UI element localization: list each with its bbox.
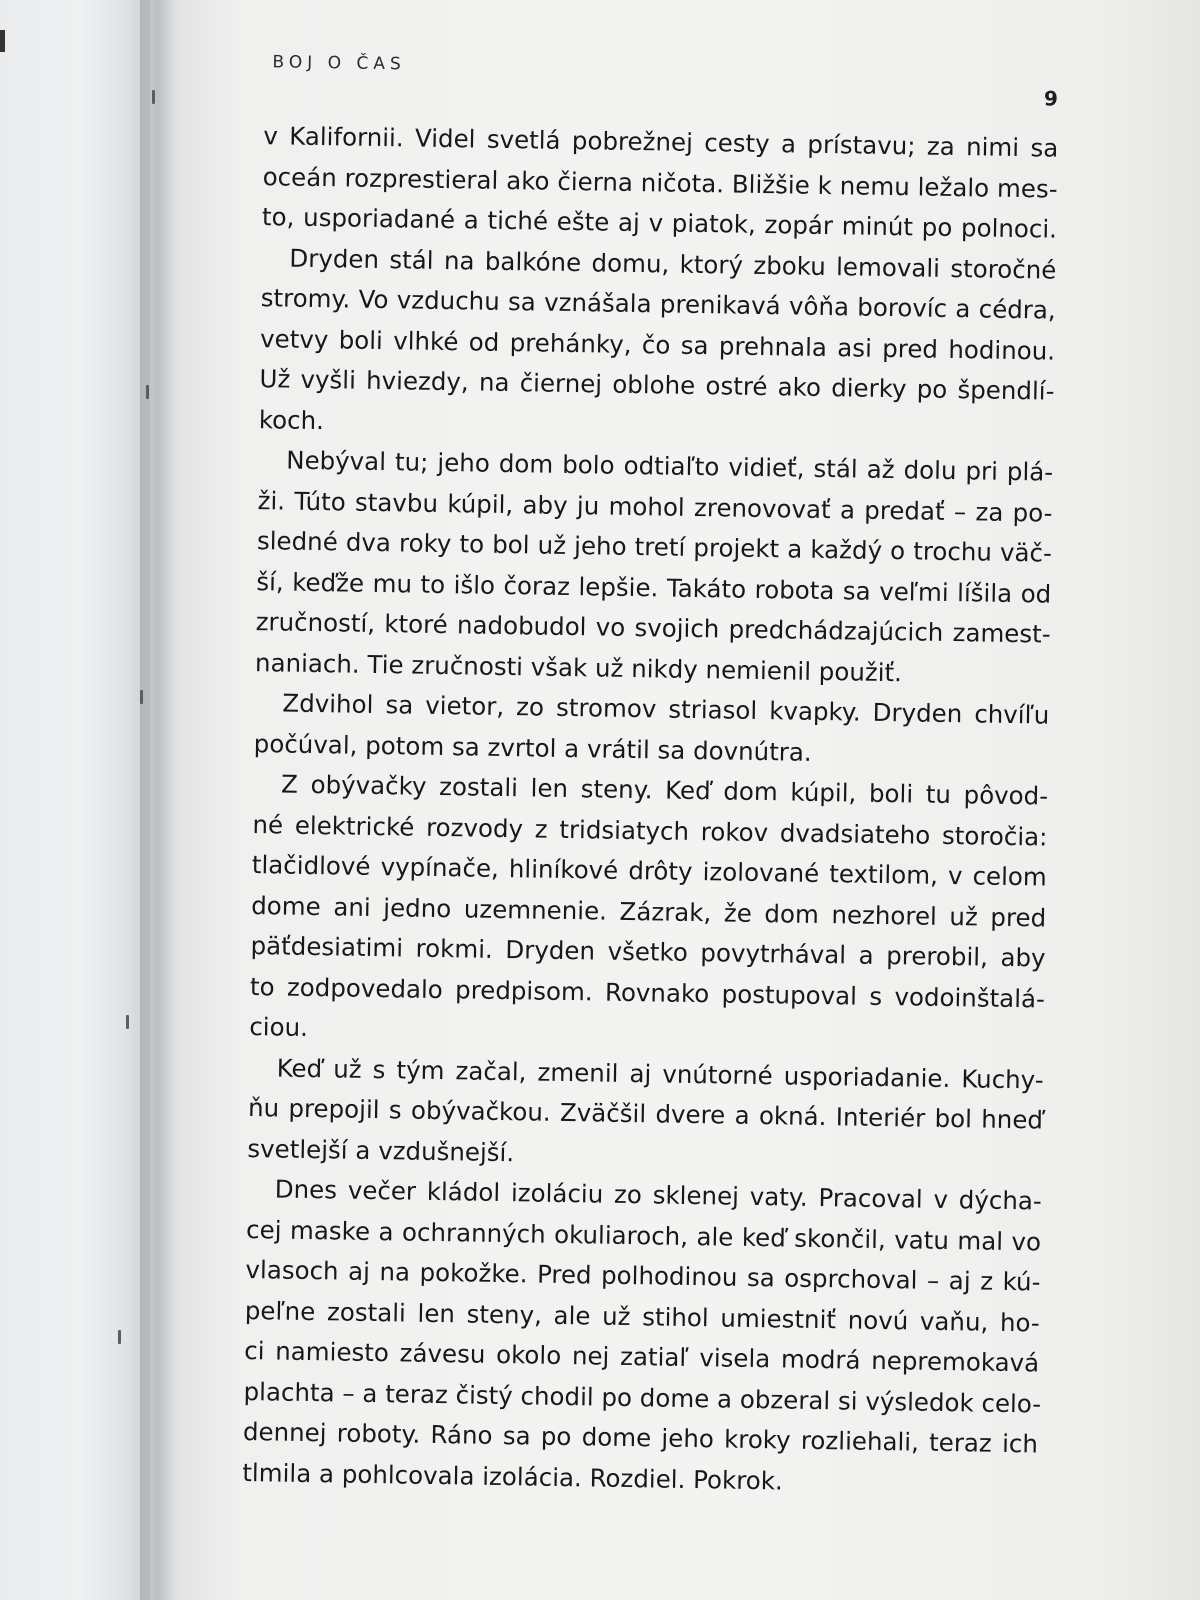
text-line: ciou. <box>249 1012 309 1042</box>
text-line: Zdvihol sa vietor, zo stromov striasol kvapky. Dryden chvíľu <box>282 688 1050 730</box>
text-line: svetlejší a vzdušnejší. <box>247 1133 515 1167</box>
text-line: oceán rozprestieral ako čierna ničota. Bližšie k nemu ležalo mes- <box>262 161 1058 204</box>
text-line: dome ani jedno uzemnenie. Zázrak, že dom nezhorel už pred <box>251 890 1047 933</box>
text-line: vlasoch aj na pokožke. Pred polhodinou sa osprchoval – aj z kú- <box>245 1255 1041 1297</box>
text-line: v Kalifornii. Videl svetlá pobrežnej cesty a prístavu; za nimi sa <box>263 121 1059 163</box>
text-line: tlmila a pohlcovala izolácia. Rozdiel. Pokrok. <box>242 1457 783 1495</box>
text-line: cej maske a ochranných okuliaroch, ale keď skončil, vatu mal vo <box>245 1214 1042 1256</box>
book-page <box>230 30 1114 1600</box>
text-line: Nebýval tu; jeho dom bolo odtiaľto vidieť, stál až dolu pri plá- <box>286 445 1054 487</box>
text-line: to zodpovedalo predpisom. Rovnako postupoval s vodoinštalá- <box>249 971 1046 1014</box>
text-line: ži. Túto stavbu kúpil, aby ju mohol zrenovovať a predať – za po- <box>257 485 1053 528</box>
text-line: naniach. Tie zručnosti však už nikdy nemienil použiť. <box>254 647 903 687</box>
text-line: zručností, ktoré nadobudol vo svojich predchádzajúcich zamest- <box>255 607 1051 649</box>
binding-stitch <box>118 1330 121 1344</box>
text-line: Z obývačky zostali len steny. Keď dom kúpil, boli tu pôvod- <box>280 769 1049 811</box>
text-line: tlačidlové vypínače, hliníkové drôty izolované textilom, v celom <box>251 850 1048 892</box>
text-line: koch. <box>258 404 325 435</box>
text-line: peľne zostali len steny, ale už stihol umiestniť novú vaňu, ho- <box>244 1295 1041 1337</box>
text-line: dennej roboty. Ráno sa po dome jeho kroky rozliehali, teraz ich <box>242 1416 1039 1459</box>
text-line: vetvy boli vlhké od prehánky, čo sa prehnala asi pred hodinou. <box>259 323 1056 366</box>
text-line: ňu prepojil s obývačkou. Zväčšil dvere a okná. Interiér bol hneď <box>247 1093 1044 1135</box>
left-page-edge <box>0 0 150 1600</box>
text-line: plachta – a teraz čistý chodil po dome a obzeral si výsledok celo- <box>243 1376 1042 1419</box>
binding-stitch <box>126 1015 129 1029</box>
text-line: stromy. Vo vzduchu sa vznášala prenikavá vôňa borovíc a cédra, <box>260 283 1056 325</box>
book-spine-shadow <box>140 0 180 1600</box>
binding-stitch <box>140 690 143 704</box>
running-head: BOJ O ČAS <box>272 52 406 75</box>
text-line: né elektrické rozvody z tridsiatych rokov dvadsiateho storočia: <box>252 809 1048 852</box>
text-line: Dryden stál na balkóne domu, ktorý zboku lemovali storočné <box>289 243 1057 285</box>
text-line: Už vyšli hviezdy, na čiernej oblohe ostré ako dierky po špendlí- <box>259 364 1055 406</box>
body-text <box>242 116 1059 1505</box>
binding-stitch <box>152 90 155 104</box>
text-line: Dnes večer kládol izoláciu zo sklenej vaty. Pracoval v dýcha- <box>274 1174 1042 1216</box>
text-line: to, usporiadané a tiché ešte aj v piatok, zopár minút po polnoci. <box>261 202 1058 244</box>
left-page-text-fragment <box>0 30 5 52</box>
text-line: ší, keďže mu to išlo čoraz lepšie. Takáto robota sa veľmi líšila od <box>256 566 1052 609</box>
text-line: Keď už s tým začal, zmenil aj vnútorné usporiadanie. Kuchy- <box>276 1052 1044 1095</box>
text-line: ci namiesto závesu okolo nej zatiaľ visela modrá nepremokavá <box>244 1335 1040 1378</box>
binding-stitch <box>146 385 149 399</box>
text-line: sledné dva roky to bol už jeho tretí projekt a každý o trochu väč- <box>256 526 1053 568</box>
text-line: päťdesiatimi rokmi. Dryden všetko povytrhával a prerobil, aby <box>250 931 1046 973</box>
page-number: 9 <box>1043 86 1059 111</box>
text-line: počúval, potom sa zvrtol a vrátil sa dovnútra. <box>253 728 812 767</box>
